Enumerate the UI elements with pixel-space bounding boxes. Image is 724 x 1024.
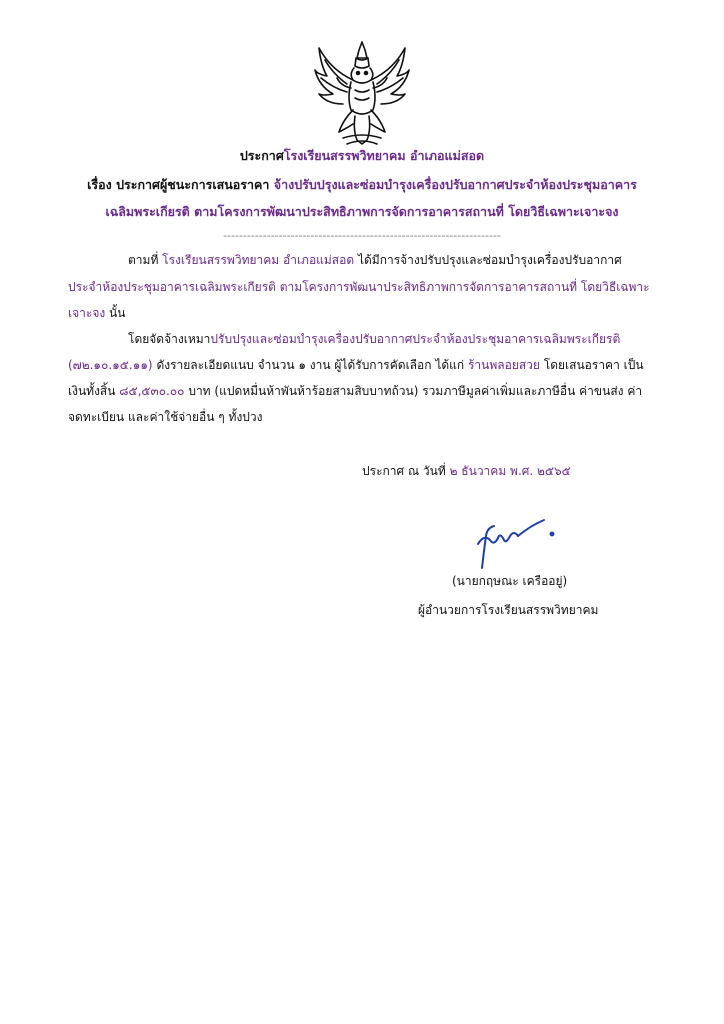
date-value: ๒ ธันวาคม พ.ศ. ๒๕๖๕ [449,464,571,478]
text: นั้น [105,306,126,320]
garuda-emblem-icon [313,40,411,146]
signature-icon [468,514,556,570]
announce-date [362,462,571,481]
paragraph2-line3 [68,382,642,401]
text: ได้มีการจ้างปรับปรุงและซ่อมบำรุงเครื่องปรับอากาศ [354,253,622,267]
paragraph2-line2 [68,356,644,375]
paragraph1-line1 [128,251,622,270]
text: ดังรายละเอียดแนบ จำนวน ๑ งาน ผู้ได้รับการคัดเลือก ได้แก่ [152,358,468,372]
text: ปรับปรุงและซ่อมบำรุงเครื่องปรับอากาศประจำห้องประชุมอาคารเฉลิมพระเกียรติ [210,332,621,346]
paragraph2-line1 [128,330,620,349]
text: เงินทั้งสิ้น [68,384,120,398]
announcement-heading [0,146,724,166]
subject-prefix: เรื่อง ประกาศผู้ชนะการเสนอราคา [87,177,274,192]
paragraph2-line4: จดทะเบียน และค่าใช้จ่ายอื่น ๆ ทั้งปวง [68,410,263,424]
text: ประกาศ ณ วันที่ [362,464,450,478]
paragraph1-line2: ประจำห้องประชุมอาคารเฉลิมพระเกียรติ ตามโครงการพัฒนาประสิทธิภาพการจัดการอาคารสถานที่ โดยวิธีเฉพาะ [68,280,650,294]
text: เจาะจง [68,306,106,320]
heading-prefix: ประกาศ [239,148,284,163]
text: ตามที่ [128,253,163,267]
school-name: โรงเรียนสรรพวิทยาคม อำเภอแม่สอด [283,148,485,163]
signatory-name: (นายกฤษณะ เครืออยู่) [452,574,568,588]
school-name-inline: โรงเรียนสรรพวิทยาคม อำเภอแม่สอด [162,253,355,267]
text: โดยจัดจ้างเหมา [128,332,211,346]
text: โดยเสนอราคา เป็น [539,358,644,372]
divider: ---------------------------------------------------------------------- [223,229,501,242]
subject-title-continued: เฉลิมพระเกียรติ ตามโครงการพัฒนาประสิทธิภาพการจัดการอาคารสถานที่ โดยวิธีเฉพาะเจาะจง [105,204,619,219]
winner-name: ร้านพลอยสวย [467,358,540,372]
item-code: (๗๒.๑๐.๑๕.๑๑) [68,358,153,372]
subject-title: จ้างปรับปรุงและซ่อมบำรุงเครื่องปรับอากาศประจำห้องประชุมอาคาร [273,177,637,192]
price-amount: ๘๕,๕๓๐.๐๐ [119,384,185,398]
signatory-position: ผู้อำนวยการโรงเรียนสรรพวิทยาคม [418,603,599,617]
text: บาท (แปดหมื่นห้าพันห้าร้อยสามสิบบาทถ้วน) รวมภาษีมูลค่าเพิ่มและภาษีอื่น ค่าขนส่ง ค่า [184,384,643,398]
subject-line [0,175,724,195]
paragraph1-line3 [68,304,125,323]
